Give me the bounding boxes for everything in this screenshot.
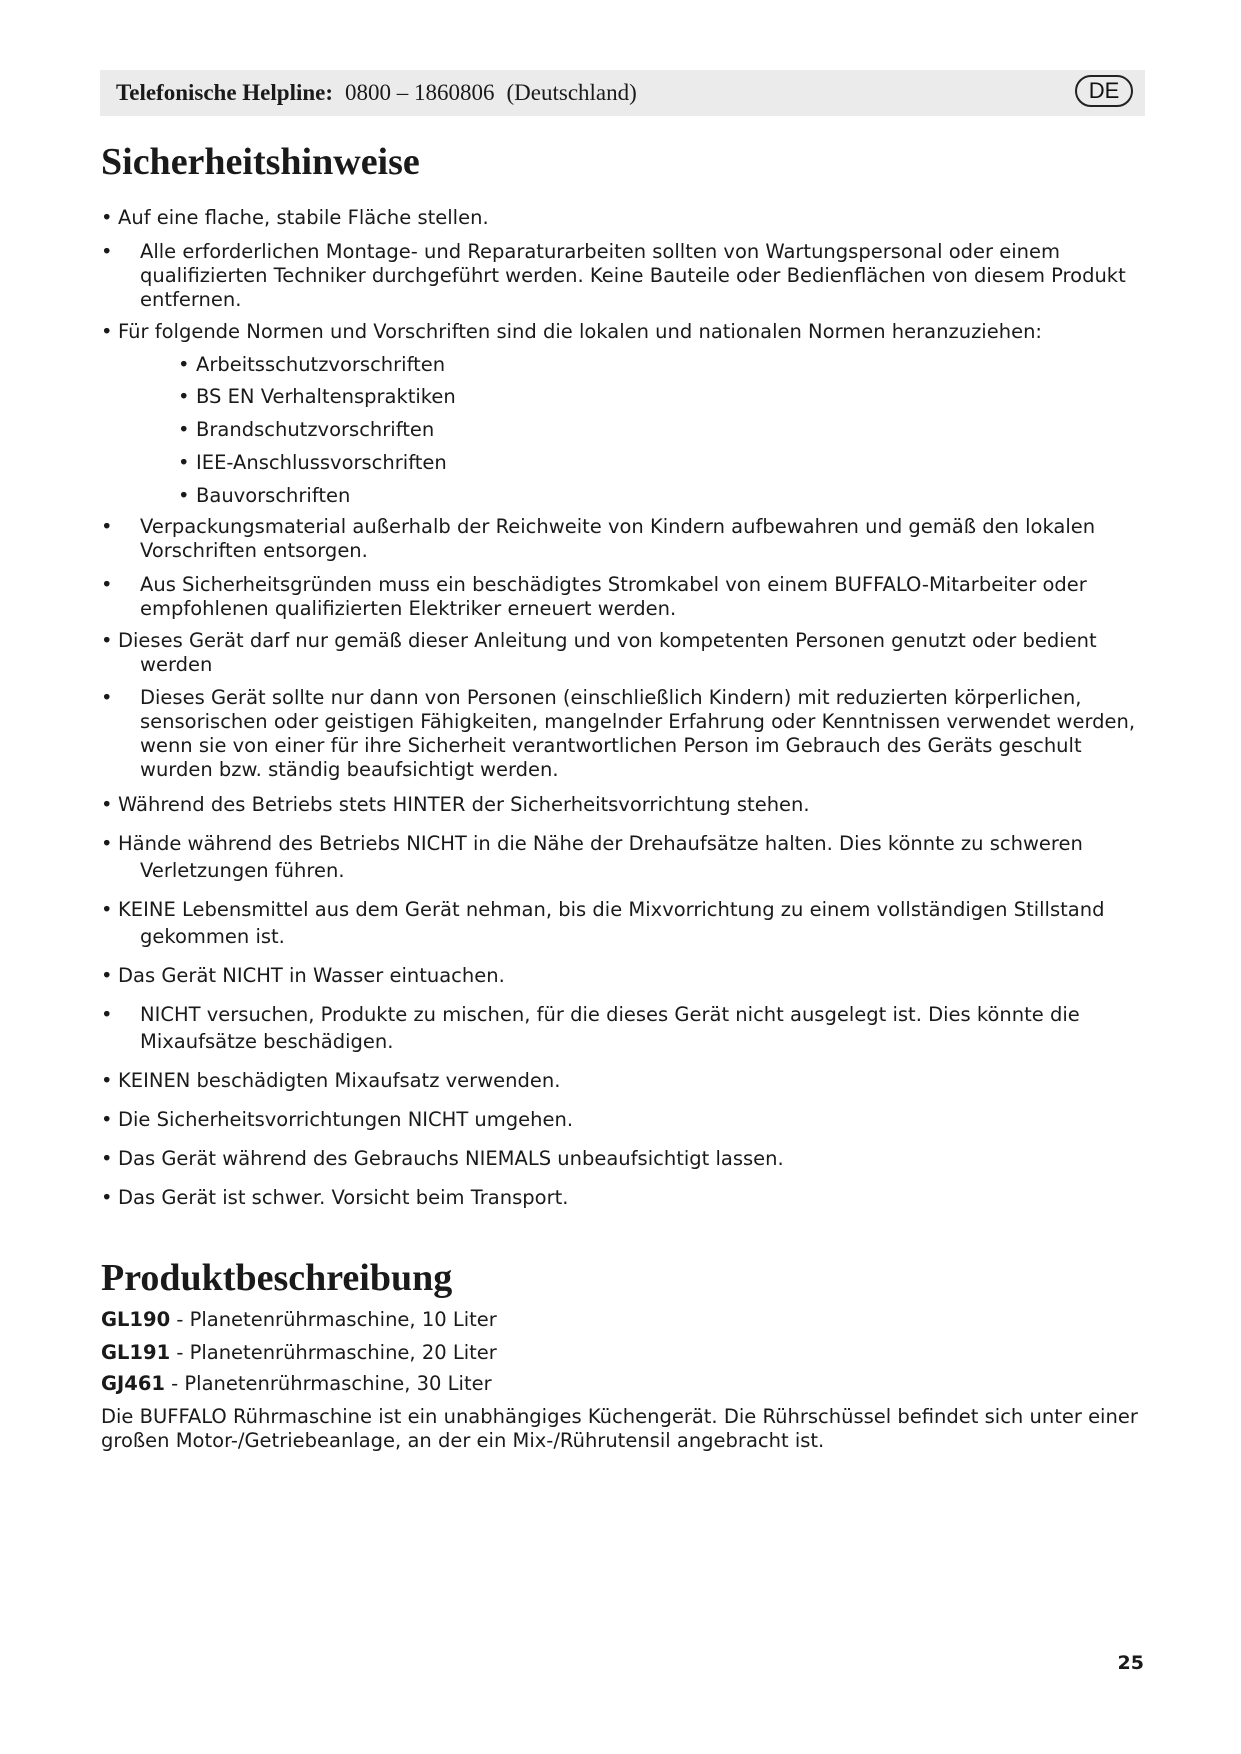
bullet: • — [101, 629, 113, 652]
safety-item-line: Mixaufsätze beschädigen. — [140, 1030, 394, 1053]
model-desc: - Planetenrührmaschine, 20 Liter — [170, 1341, 497, 1364]
safety-item-line: gekommen ist. — [140, 925, 285, 948]
helpline-label: Telefonische Helpline: — [116, 80, 334, 105]
product-heading: Produktbeschreibung — [101, 1257, 453, 1299]
model-desc: - Planetenrührmaschine, 30 Liter — [164, 1372, 492, 1395]
bullet: • — [101, 240, 113, 263]
safety-item-line: Vorschriften entsorgen. — [140, 539, 368, 562]
bullet: • — [101, 686, 113, 709]
safety-item-line: Dieses Gerät darf nur gemäß dieser Anleitung und von kompetenten Personen genutzt oder bedient — [118, 629, 1097, 652]
helpline-bar — [100, 70, 1145, 116]
safety-item-line: qualifizierten Techniker durchgeführt werden. Keine Bauteile oder Bedienflächen von diesem Produkt — [140, 264, 1126, 287]
product-description-line: Die BUFFALO Rührmaschine ist ein unabhängiges Küchengerät. Die Rührschüssel befindet sich unter einer — [101, 1405, 1138, 1428]
language-badge: DE — [1075, 75, 1133, 107]
bullet: • — [101, 1147, 113, 1170]
safety-item: Die Sicherheitsvorrichtungen NICHT umgehen. — [118, 1108, 574, 1131]
product-description-line: großen Motor-/Getriebeanlage, an der ein Mix-/Rührutensil angebracht ist. — [101, 1429, 825, 1452]
helpline-country: (Deutschland) — [506, 80, 637, 105]
model-desc: - Planetenrührmaschine, 10 Liter — [170, 1308, 497, 1331]
bullet: • — [101, 1003, 113, 1026]
bullet: • — [101, 1108, 113, 1131]
sub-bullet: • — [178, 418, 190, 441]
safety-item-line: Alle erforderlichen Montage- und Reparaturarbeiten sollten von Wartungspersonal oder einem — [140, 240, 1061, 263]
safety-item-line: werden — [140, 653, 213, 676]
safety-item: Auf eine flache, stabile Fläche stellen. — [118, 206, 489, 229]
sub-bullet: • — [178, 385, 190, 408]
sub-item: Bauvorschriften — [196, 484, 351, 507]
bullet: • — [101, 515, 113, 538]
sub-bullet: • — [178, 484, 190, 507]
model-line — [101, 1341, 497, 1365]
sub-item: BS EN Verhaltenspraktiken — [196, 385, 456, 408]
bullet: • — [101, 793, 113, 816]
safety-item-line: entfernen. — [140, 288, 242, 311]
safety-item-line: KEINE Lebensmittel aus dem Gerät nehman, bis die Mixvorrichtung zu einem vollständigen Stillstand — [118, 898, 1105, 921]
safety-item-line: Aus Sicherheitsgründen muss ein beschädigtes Stromkabel von einem BUFFALO-Mitarbeiter oder — [140, 573, 1087, 596]
safety-item-line: empfohlenen qualifizierten Elektriker erneuert werden. — [140, 597, 677, 620]
model-line — [101, 1372, 492, 1396]
sub-item: IEE-Anschlussvorschriften — [196, 451, 447, 474]
sub-item: Arbeitsschutzvorschriften — [196, 353, 446, 376]
bullet: • — [101, 898, 113, 921]
safety-item-line: NICHT versuchen, Produkte zu mischen, für die dieses Gerät nicht ausgelegt ist. Dies könnte die — [140, 1003, 1080, 1026]
bullet: • — [101, 1069, 113, 1092]
bullet: • — [101, 964, 113, 987]
safety-item-line: Verpackungsmaterial außerhalb der Reichweite von Kindern aufbewahren und gemäß den lokalen — [140, 515, 1096, 538]
safety-item: Während des Betriebs stets HINTER der Sicherheitsvorrichtung stehen. — [118, 793, 810, 816]
bullet: • — [101, 573, 113, 596]
safety-item-line: Verletzungen führen. — [140, 859, 345, 882]
safety-item-line: wurden bzw. ständig beaufsichtigt werden. — [140, 758, 559, 781]
safety-item-line: Dieses Gerät sollte nur dann von Personen (einschließlich Kindern) mit reduzierten körperlichen, — [140, 686, 1082, 709]
page-number: 25 — [1117, 1652, 1144, 1674]
safety-item: Das Gerät ist schwer. Vorsicht beim Transport. — [118, 1186, 569, 1209]
safety-item: Das Gerät NICHT in Wasser eintuachen. — [118, 964, 505, 987]
bullet: • — [101, 832, 113, 855]
safety-item-line: sensorischen oder geistigen Fähigkeiten, mangelnder Erfahrung oder Kenntnissen verwendet werden, — [140, 710, 1136, 733]
safety-item: Für folgende Normen und Vorschriften sind die lokalen und nationalen Normen heranzuziehen: — [118, 320, 1043, 343]
safety-item-line: Hände während des Betriebs NICHT in die Nähe der Drehaufsätze halten. Dies könnte zu schweren — [118, 832, 1083, 855]
model-code: GL191 — [101, 1341, 171, 1364]
safety-item: KEINEN beschädigten Mixaufsatz verwenden. — [118, 1069, 561, 1092]
safety-heading: Sicherheitshinweise — [101, 141, 420, 183]
sub-bullet: • — [178, 353, 190, 376]
model-code: GJ461 — [101, 1372, 165, 1395]
bullet: • — [101, 206, 113, 229]
model-code: GL190 — [101, 1308, 171, 1331]
sub-item: Brandschutzvorschriften — [196, 418, 435, 441]
safety-item-line: wenn sie von einer für ihre Sicherheit verantwortlichen Person im Gebrauch des Geräts geschult — [140, 734, 1082, 757]
sub-bullet: • — [178, 451, 190, 474]
model-line — [101, 1308, 497, 1332]
bullet: • — [101, 320, 113, 343]
bullet: • — [101, 1186, 113, 1209]
safety-item: Das Gerät während des Gebrauchs NIEMALS unbeaufsichtigt lassen. — [118, 1147, 784, 1170]
helpline-number: 0800 – 1860806 — [345, 80, 495, 105]
